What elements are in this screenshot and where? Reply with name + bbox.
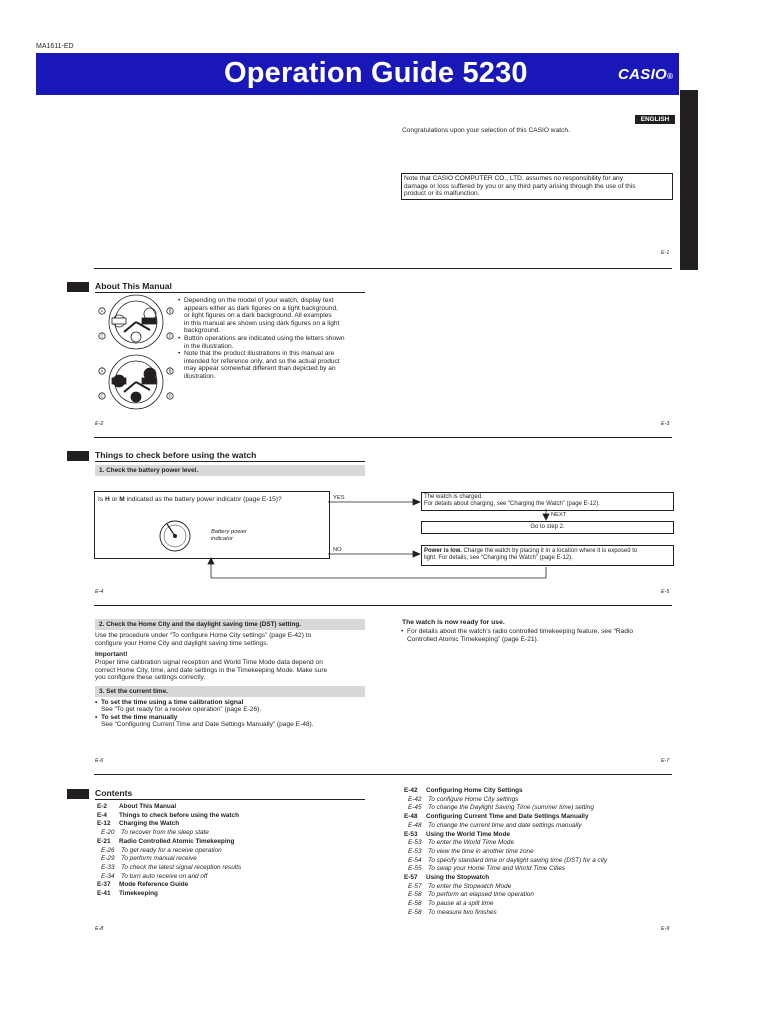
toc-page-number: E-54 [408, 856, 422, 864]
toc-page-number: E-37 [97, 881, 111, 889]
toc-subentry[interactable]: To configure Home City settings [428, 795, 519, 803]
button-label-b: B [168, 368, 172, 374]
toc-page-number: E-26 [101, 846, 115, 854]
low-power-line-2: light. For details, see “Charging the Watch” (page E-12). [424, 555, 573, 561]
toc-page-number: E-4 [97, 811, 107, 819]
page-number: E-1 [661, 250, 670, 256]
toc-subentry[interactable]: To perform an elapsed time operation [428, 891, 534, 899]
button-label-c: C [100, 333, 104, 339]
toc-entry[interactable]: Things to check before using the watch [119, 811, 240, 819]
toc-page-number: E-42 [408, 795, 422, 803]
bullet-line: or light figures on a dark background. All examples [184, 312, 332, 320]
section-marker [67, 282, 89, 292]
toc-page-number: E-33 [101, 863, 115, 871]
toc-subentry[interactable]: To view the time in another time zone [428, 847, 534, 855]
toc-subentry[interactable]: To enter the Stopwatch Mode [428, 882, 512, 890]
toc-entry[interactable]: Configuring Current Time and Date Settings Manually [426, 813, 589, 821]
page-number: E-9 [661, 926, 670, 932]
bullet-item: • To set the time using a time calibration signal [95, 699, 244, 706]
bullet-item: • To set the time manually [95, 714, 178, 721]
bullet-line: illustration. [184, 372, 216, 380]
toc-subentry[interactable]: To get ready for a receive operation [121, 846, 222, 854]
battery-indicator-icon [157, 518, 193, 554]
divider [94, 774, 672, 775]
question-text: Is H or M indicated as the battery power indicator (page E-15)? [98, 496, 282, 503]
step-1-title: 1. Check the battery power level. [99, 467, 199, 474]
toc-page-number: E-53 [404, 830, 418, 838]
toc-entry[interactable]: Using the Stopwatch [426, 874, 490, 881]
toc-page-number: E-48 [404, 813, 418, 821]
toc-page-number: E-45 [408, 804, 422, 812]
button-label-d: D [168, 393, 172, 399]
toc-entry[interactable]: About This Manual [119, 803, 177, 810]
toc-page-number: E-58 [408, 891, 422, 899]
toc-page-number: E-57 [408, 882, 422, 890]
toc-page-number: E-57 [404, 874, 418, 881]
page-number: E-7 [661, 758, 670, 764]
charged-box [421, 492, 674, 511]
toc-entry[interactable]: Charging the Watch [119, 820, 180, 828]
contents-right-column [402, 787, 677, 927]
goto-text: Go to step 2. [530, 524, 565, 530]
bullet-item: • Note that the product illustrations in this manual are intended for reference only, and so the actual product may appear somewhat different than depicted by an illustration. [178, 350, 340, 380]
right-edge-tab [680, 90, 698, 270]
step-2-text: Use the procedure under “To configure Home City settings” (page E-42) to configure your Home City and daylight saving time settings. [95, 632, 312, 647]
button-label-b: B [168, 308, 172, 314]
step-bar [95, 465, 365, 476]
toc-page-number: E-53 [408, 839, 422, 847]
step-bar [95, 686, 365, 697]
toc-subentry[interactable]: To turn auto receive on and off [121, 872, 208, 880]
toc-subentry[interactable]: To measure two finishes [428, 908, 497, 916]
bullet-line: intended for reference only, and so the actual product [184, 357, 340, 365]
note-line-2: damage or loss suffered by you or any third party arising through the use of this [404, 182, 636, 190]
toc-entry[interactable]: Configuring Home City Settings [426, 787, 523, 794]
sub-text: See “Configuring Current Time and Date Settings Manually” (page E-48). [101, 721, 314, 728]
page-number: E-3 [661, 421, 670, 427]
divider [94, 268, 672, 269]
bullet-line: Note that the product illustrations in this manual are [184, 350, 335, 357]
watch-illustration-top [99, 295, 173, 349]
note-line-1: Note that CASIO COMPUTER CO., LTD. assumes no responsibility for any [404, 175, 624, 182]
next-label: NEXT [551, 512, 567, 518]
contents-left-column [95, 803, 370, 918]
step-bar [95, 619, 365, 630]
important-text: Proper time calibration signal reception and World Time Mode data depend on correct Home City, time, and date settings in the Timekeeping Mode. Make sure you configure these settings correctly. [95, 659, 328, 682]
step-3-title: 3. Set the current time. [99, 688, 168, 695]
goto-box [421, 521, 674, 534]
sub-text: See “To get ready for a receive operation” (page E-26). [101, 706, 262, 713]
page-number: E-2 [95, 421, 104, 427]
toc-subentry[interactable]: To check the latest signal reception results [121, 863, 242, 871]
toc-subentry[interactable]: To enter the World Time Mode [428, 839, 515, 847]
section-underline [95, 292, 365, 293]
charged-line-2: For details about charging, see “Charging the Watch” (page E-12). [424, 501, 600, 507]
congratulations-text: Congratulations upon your selection of this CASIO watch. [402, 127, 570, 134]
bullet-line: background. [184, 327, 221, 335]
button-label-a: A [100, 368, 104, 374]
toc-page-number: E-2 [97, 803, 107, 810]
toc-page-number: E-34 [101, 872, 115, 880]
page-number: E-5 [661, 589, 670, 595]
indicator-label: Battery power indicator [211, 529, 247, 542]
toc-page-number: E-12 [97, 820, 111, 828]
toc-entry[interactable]: Radio Controlled Atomic Timekeeping [119, 837, 235, 845]
section-marker [67, 789, 89, 799]
bullet-item: • For details about the watch’s radio controlled timekeeping feature, see “Radio Controlled Atomic Timekeeping” (page E-21). [401, 628, 634, 643]
watch-illustration-bottom [99, 355, 173, 409]
watch-illustration [92, 294, 176, 412]
button-label-d: D [168, 333, 172, 339]
bullet-item: • Button operations are indicated using the letters shown in the illustration. [178, 335, 345, 350]
toc-page-number: E-29 [101, 855, 115, 863]
toc-subentry[interactable]: To swap your Home Time and World Time Cities [428, 865, 566, 873]
important-label: Important! [95, 651, 128, 658]
toc-page-number: E-20 [101, 829, 115, 837]
toc-entry[interactable]: Using the World Time Mode [426, 830, 510, 838]
toc-page-number: E-41 [97, 890, 111, 897]
bullet-item: • Depending on the model of your watch, display text appears either as dark figures on a light background, or light figures on a dark background. All examples in this manual are shown using dark figures on a light background. [178, 297, 340, 335]
document-code: MA1611-ED [36, 43, 74, 50]
bullet-line: in this manual are shown using dark figures on a light [184, 319, 340, 327]
yes-label: YES [333, 495, 345, 501]
toc-page-number: E-42 [404, 787, 418, 794]
section-title: About This Manual [95, 281, 172, 291]
question-box [94, 491, 330, 559]
toc-entry[interactable]: Timekeeping [119, 890, 158, 897]
button-label-c: C [100, 393, 104, 399]
toc-page-number: E-58 [408, 908, 422, 916]
page-number: E-8 [95, 926, 104, 932]
low-power-line-1: Power is low. Charge the watch by placing it in a location where it is exposed to [424, 547, 638, 554]
toc-subentry[interactable]: To change the Daylight Saving Time (summer time) setting [428, 804, 594, 812]
ready-title: The watch is now ready for use. [402, 619, 505, 626]
page-title: Operation Guide 5230 [224, 57, 528, 89]
toc-page-number: E-58 [408, 900, 422, 908]
section-underline [95, 799, 365, 800]
toc-subentry[interactable]: To specify standard time or daylight saving time (DST) for a city [428, 856, 608, 864]
toc-page-number: E-53 [408, 847, 422, 855]
toc-subentry[interactable]: To perform manual receive [121, 855, 197, 863]
toc-page-number: E-21 [97, 837, 111, 845]
toc-page-number: E-48 [408, 821, 422, 829]
low-power-box [421, 545, 674, 566]
bullet-line: appears either as dark figures on a light background, [184, 304, 338, 312]
charged-line-1: The watch is charged. [424, 494, 483, 500]
section-title: Things to check before using the watch [95, 450, 257, 460]
step-2-title: 2. Check the Home City and the daylight saving time (DST) setting. [99, 621, 302, 628]
toc-subentry[interactable]: To change the current time and date settings manually [428, 821, 582, 829]
section-title: Contents [95, 788, 133, 798]
note-box [401, 173, 673, 200]
toc-page-number: E-55 [408, 865, 422, 873]
bullet-line: Button operations are indicated using the letters shown [184, 335, 345, 342]
note-line-3: product or its malfunction. [404, 190, 480, 198]
bullet-line: may appear somewhat different than depicted by an [184, 365, 336, 373]
toc-entry[interactable]: Mode Reference Guide [119, 881, 189, 889]
divider [94, 437, 672, 438]
header-bar [36, 53, 679, 95]
toc-subentry[interactable]: To pause at a split time [428, 900, 494, 908]
button-label-a: A [100, 308, 104, 314]
bullet-line: in the illustration. [184, 342, 234, 350]
section-marker [67, 451, 89, 461]
toc-subentry[interactable]: To recover from the sleep state [121, 829, 209, 837]
brand-logo: CASIO® [618, 66, 674, 83]
page-number: E-4 [95, 589, 104, 595]
page-number: E-6 [95, 758, 104, 764]
language-badge: ENGLISH [635, 115, 675, 124]
no-label: NO [333, 547, 342, 553]
bullet-line: Depending on the model of your watch, display text [184, 297, 334, 304]
section-underline [95, 461, 365, 462]
divider [94, 605, 672, 606]
